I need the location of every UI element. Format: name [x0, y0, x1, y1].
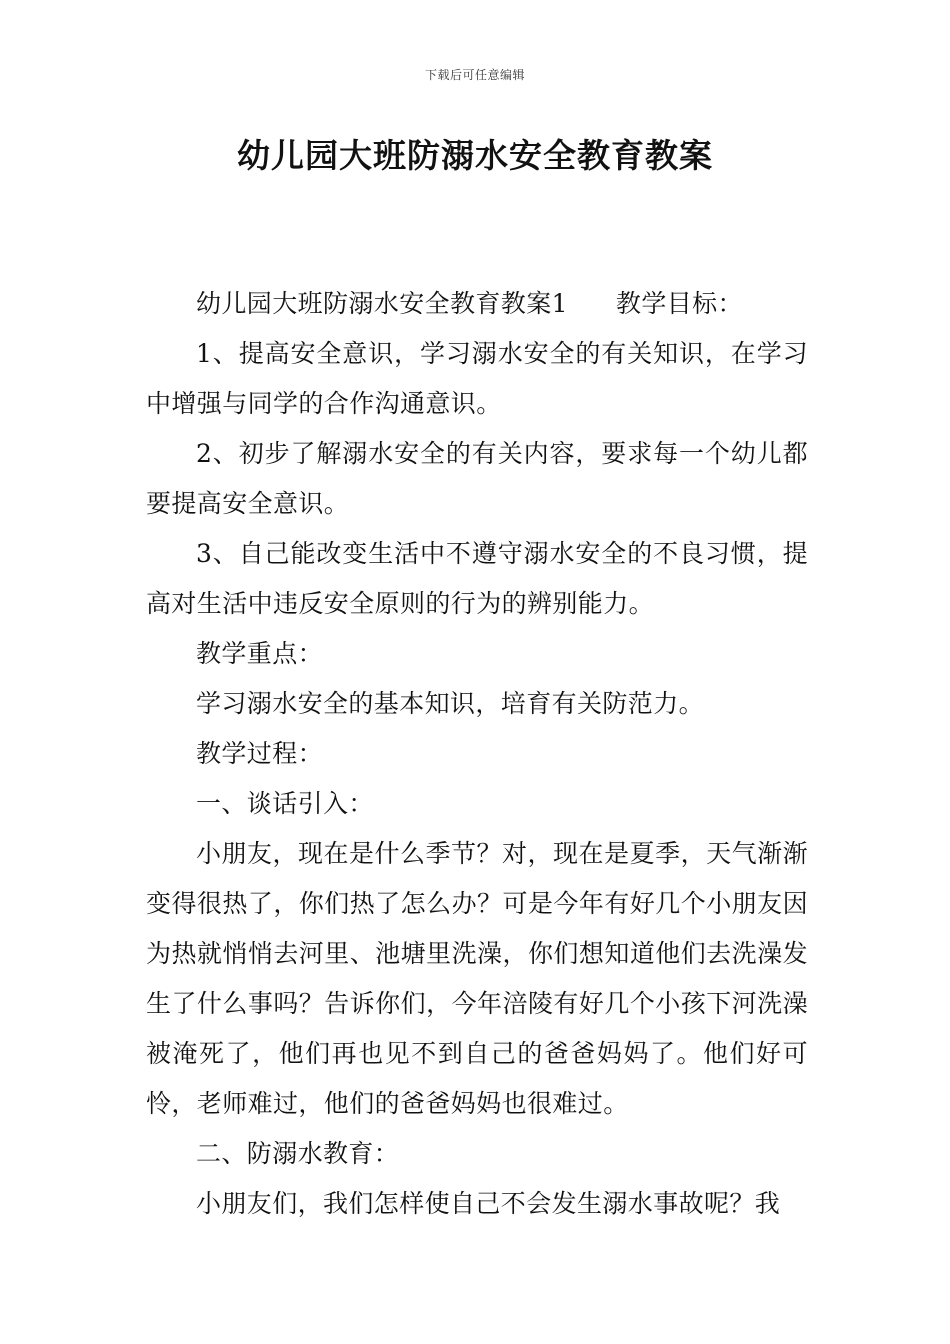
document-body — [146, 279, 808, 1229]
key-points-label: 教学重点： — [196, 639, 324, 668]
goal-3-paragraph: 3、自己能改变生活中不遵守溺水安全的不良习惯，提高对生活中违反安全原则的行为的辨别能力。 — [146, 539, 808, 618]
intro-paragraph — [146, 279, 808, 329]
lesson-heading: 幼儿园大班防溺水安全教育教案1 — [196, 289, 568, 318]
goal-2-paragraph: 2、初步了解溺水安全的有关内容，要求每一个幼儿都要提高安全意识。 — [146, 439, 808, 518]
goals-label: 教学目标： — [615, 289, 743, 318]
header-note: 下载后可任意编辑 — [424, 68, 525, 82]
document-title: 幼儿园大班防溺水安全教育教案 — [237, 136, 713, 175]
process-label: 教学过程： — [196, 739, 324, 768]
section-2-paragraph: 小朋友们，我们怎样使自己不会发生溺水事故呢？我 — [196, 1189, 781, 1218]
section-2-heading: 二、防溺水教育： — [196, 1139, 400, 1168]
section-1-paragraph: 小朋友，现在是什么季节？对，现在是夏季，天气渐渐变得很热了，你们热了怎么办？可是今年有好几个小朋友因为热就悄悄去河里、池塘里洗澡，你们想知道他们去洗澡发生了什么事吗？告诉你们，今年涪陵有好几个小孩下河洗澡被淹死了，他们再也见不到自己的爸爸妈妈了。他们好可怜，老师难过，他们的爸爸妈妈也很难过。 — [146, 839, 808, 1118]
key-points-paragraph: 学习溺水安全的基本知识，培育有关防范力。 — [196, 689, 705, 718]
goal-1-paragraph: 1、提高安全意识，学习溺水安全的有关知识，在学习中增强与同学的合作沟通意识。 — [146, 339, 808, 418]
section-1-heading: 一、谈话引入： — [196, 789, 374, 818]
